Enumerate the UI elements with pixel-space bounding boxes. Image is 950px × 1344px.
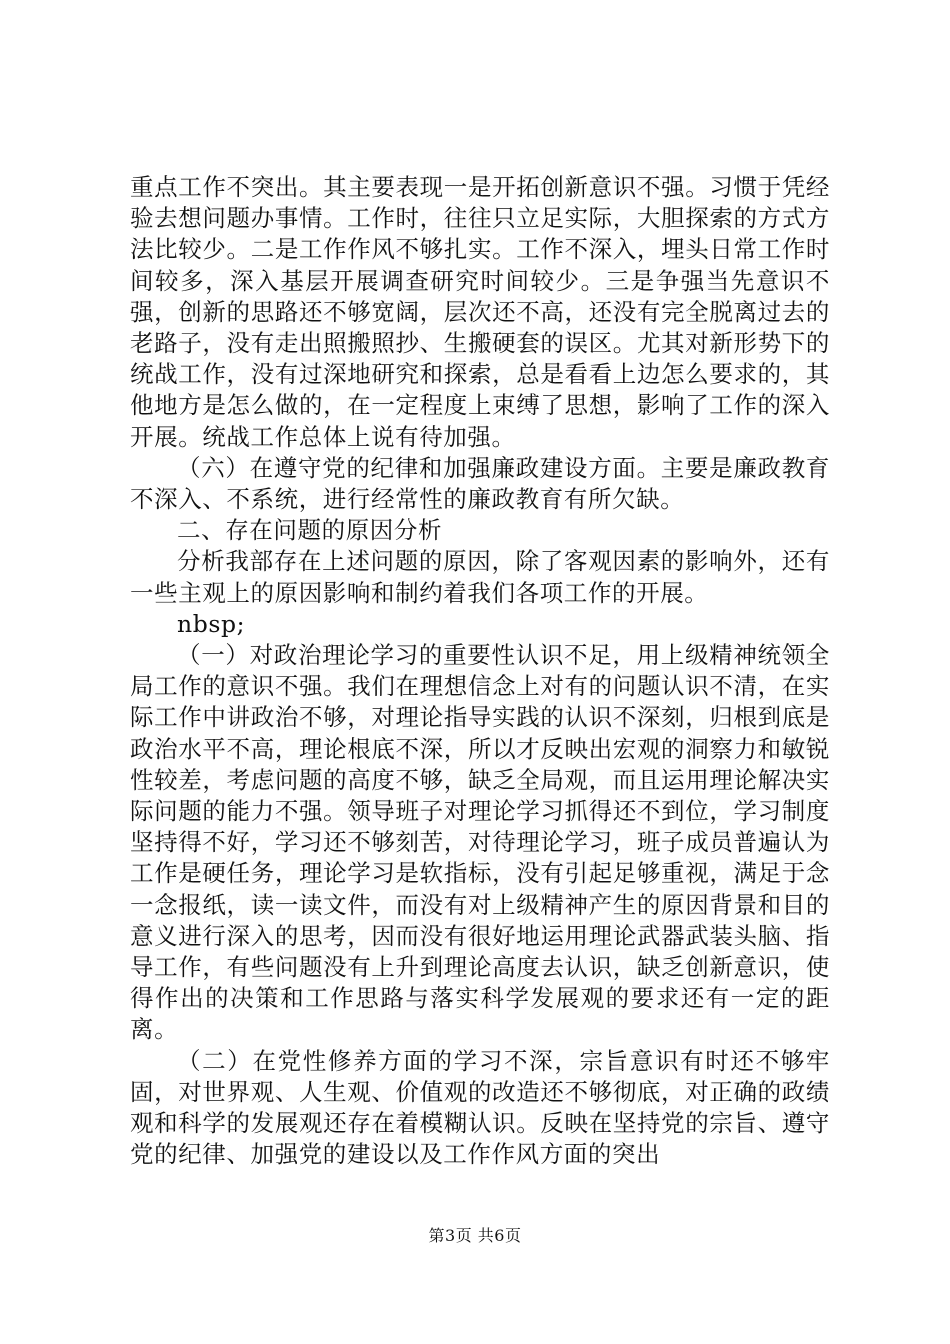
- paragraph-nbsp: nbsp;: [177, 609, 246, 638]
- document-body: [130, 172, 830, 1171]
- paragraph-discipline: （六）在遵守党的纪律和加强廉政建设方面。主要是廉政教育不深入、不系统，进行经常性的廉政教育有所欠缺。: [130, 453, 830, 514]
- paragraph-theory-study: （一）对政治理论学习的重要性认识不足，用上级精神统领全局工作的意识不强。我们在理想信念上对有的问题认识不清，在实际工作中讲政治不够，对理论指导实践的认识不深刻，归根到底是政治水平不高，理论根底不深，所以才反映出宏观的洞察力和敏锐性较差，考虑问题的高度不够，缺乏全局观，而且运用理论解决实际问题的能力不强。领导班子对理论学习抓得还不到位，学习制度坚持得不好，学习还不够刻苦，对待理论学习，班子成员普遍认为工作是硬任务，理论学习是软指标，没有引起足够重视，满足于念一念报纸，读一读文件，而没有对上级精神产生的原因背景和目的意义进行深入的思考，因而没有很好地运用理论武器武装头脑、指导工作，有些问题没有上升到理论高度去认识，缺乏创新意识，使得作出的决策和工作思路与落实科学发展观的要求还有一定的距离。: [130, 641, 830, 1044]
- paragraph-party-spirit: （二）在党性修养方面的学习不深，宗旨意识有时还不够牢固，对世界观、人生观、价值观的改造还不够彻底，对正确的政绩观和科学的发展观还存在着模糊认识。反映在坚持党的宗旨、遵守党的纪律、加强党的建设以及工作作风方面的突出: [130, 1046, 830, 1169]
- section-heading-cause-analysis: 二、存在问题的原因分析: [177, 516, 443, 545]
- paragraph-work-focus: 重点工作不突出。其主要表现一是开拓创新意识不强。习惯于凭经验去想问题办事情。工作时，往往只立足实际，大胆探索的方式方法比较少。二是工作作风不够扎实。工作不深入，埋头日常工作时间较多，深入基层开展调查研究时间较少。三是争强当先意识不强，创新的思路还不够宽阔，层次还不高，还没有完全脱离过去的老路子，没有走出照搬照抄、生搬硬套的误区。尤其对新形势下的统战工作，没有过深地研究和探索，总是看看上边怎么要求的，其他地方是怎么做的，在一定程度上束缚了思想，影响了工作的深入开展。统战工作总体上说有待加强。: [130, 173, 830, 451]
- page-number-footer: 第3页 共6页: [428, 1226, 522, 1245]
- paragraph-cause-intro: 分析我部存在上述问题的原因，除了客观因素的影响外，还有一些主观上的原因影响和制约着我们各项工作的开展。: [130, 547, 830, 607]
